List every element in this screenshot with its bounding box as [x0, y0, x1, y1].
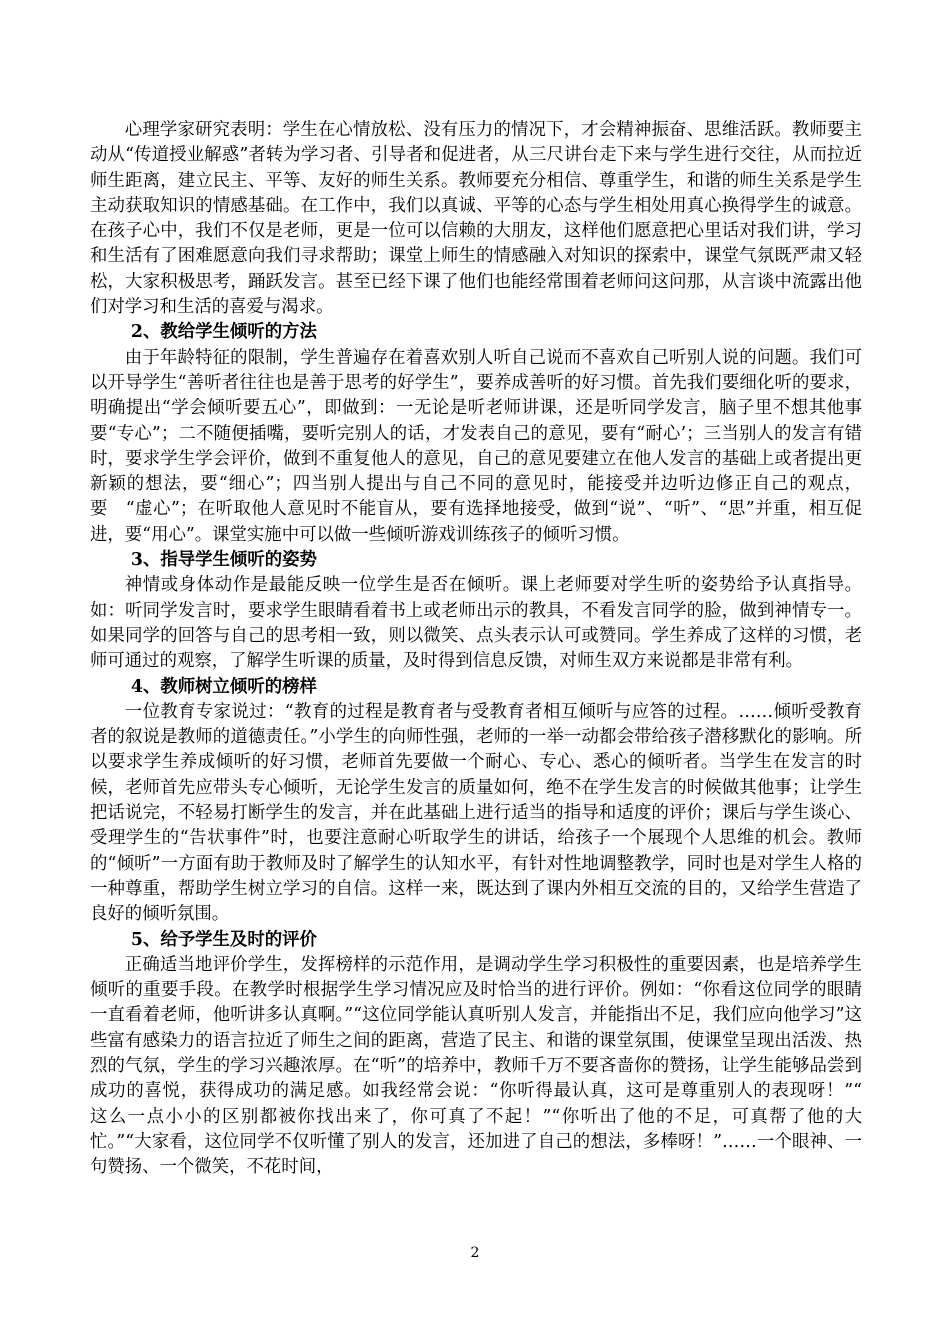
paragraph-timely-evaluation: 正确适当地评价学生，发挥榜样的示范作用，是调动学生学习积极性的重要因素，也是培养学生倾听的重要手段。在教学时根据学生学习情况应及时恰当的进行评价。例如：“你看这位同学的眼睛一直看着老师，他听讲多认真啊。”“这位同学能认真听别人发言，并能指出不足，我们应向他学习”这些富有感染力的语言拉近了师生之间的距离，营造了民主、和谐的课堂氛围，使课堂呈现出活泼、热烈的气氛，学生的学习兴趣浓厚。在“听”的培养中，教师千万不要吝啬你的赞扬，让学生能够品尝到成功的喜悦，获得成功的满足感。如我经常会说：“你听得最认真，这可是尊重别人的表现呀！”“ 这么一点小小的区别都被你找出来了，你可真了不起！”“你听出了他的不足，可真帮了他的大忙。”“大家看，这位同学不仅听懂了别人的发言，还加进了自己的想法，多棒呀！”……一个眼神、一句赞扬、一个微笑，不花时间， [90, 954, 880, 1178]
section-heading-listening-methods: 2、教给学生倾听的方法 [130, 322, 317, 343]
paragraph-teacher-role-model: 一位教育专家说过：“教育的过程是教育者与受教育者相互倾听与应答的过程。……倾听受教育者的叙说是教师的道德责任。”小学生的向师性强，老师的一举一动都会带给孩子潜移默化的影响。所以要求学生养成倾听的好习惯，老师首先要做一个耐心、专心、悉心的倾听者。当学生在发言的时候，老师首先应带头专心倾听，无论学生发言的质量如何，绝不在学生发言的时候做其他事；让学生把话说完，不轻易打断学生的发言，并在此基础上进行适当的指导和适度的评价；课后与学生谈心、受理学生的“告状事件”时，也要注意耐心听取学生的讲话，给孩子一个展现个人思维的机会。教师的“倾听”一方面有助于教师及时了解学生的认知水平，有针对性地调整教学，同时也是对学生人格的一种尊重，帮助学生树立学习的自信。这样一来，既达到了课内外相互交流的目的，又给学生营造了良好的倾听氛围。 [90, 701, 862, 925]
page-number: 2 [470, 1245, 480, 1261]
document-body [90, 118, 880, 1180]
paragraph-listening-methods: 由于年龄特征的限制，学生普遍存在着喜欢别人听自己说而不喜欢自己听别人说的问题。我们可以开导学生“善听者往往也是善于思考的好学生”，要养成善听的好习惯。首先我们要细化听的要求，明确提出“学会倾听要五心”，即做到：一无论是听老师讲课，还是听同学发言，脑子里不想其他事要“专心”；二不随便插嘴，要听完别人的话，才发表自己的意见，要有“耐心’；三当别人的发言有错时，要求学生学会评价，做到不重复他人的意见，自己的意见要建立在他人发言的基础上或者提出更新颖的想法，要“细心”；四当别人提出与自己不同的意见时，能接受并边听边修正自己的观点，要 “虚心”；在听取他人意见时不能盲从，要有选择地接受，做到“说”、“听”、“思”并重，相互促进，要“用心”。课堂实施中可以做一些倾听游戏训练孩子的倾听习惯。 [90, 347, 862, 545]
paragraph-listening-posture: 神情或身体动作是最能反映一位学生是否在倾听。课上老师要对学生听的姿势给予认真指导。如：听同学发言时，要求学生眼睛看着书上或老师出示的教具，不看发言同学的脸，做到神情专一。如果同学的回答与自己的思考相一致，则以微笑、点头表示认可或赞同。学生养成了这样的习惯，老师可通过的观察，了解学生听课的质量，及时得到信息反馈，对师生双方来说都是非常有利。 [90, 575, 862, 672]
section-heading-teacher-role-model: 4、教师树立倾听的榜样 [130, 676, 317, 697]
paragraph-teacher-student-relationship: 心理学家研究表明：学生在心情放松、没有压力的情况下，才会精神振奋、思维活跃。教师要主动从“传道授业解惑”者转为学习者、引导者和促进者，从三尺讲台走下来与学生进行交往，从而拉近师生距离，建立民主、平等、友好的师生关系。教师要充分相信、尊重学生，和谐的师生关系是学生主动获取知识的情感基础。在工作中，我们以真诚、平等的心态与学生相处用真心换得学生的诚意。在孩子心中，我们不仅是老师，更是一位可以信赖的大朋友，这样他们愿意把心里话对我们讲，学习和生活有了困难愿意向我们寻求帮助；课堂上师生的情感融入对知识的探索中，课堂气氛既严肃又轻松，大家积极思考，踊跃发言。甚至已经下课了他们也能经常围着老师问这问那，从言谈中流露出他们对学习和生活的喜爱与渴求。 [90, 120, 862, 318]
section-heading-listening-posture: 3、指导学生倾听的姿势 [130, 550, 317, 571]
section-heading-timely-evaluation: 5、给予学生及时的评价 [130, 929, 317, 950]
